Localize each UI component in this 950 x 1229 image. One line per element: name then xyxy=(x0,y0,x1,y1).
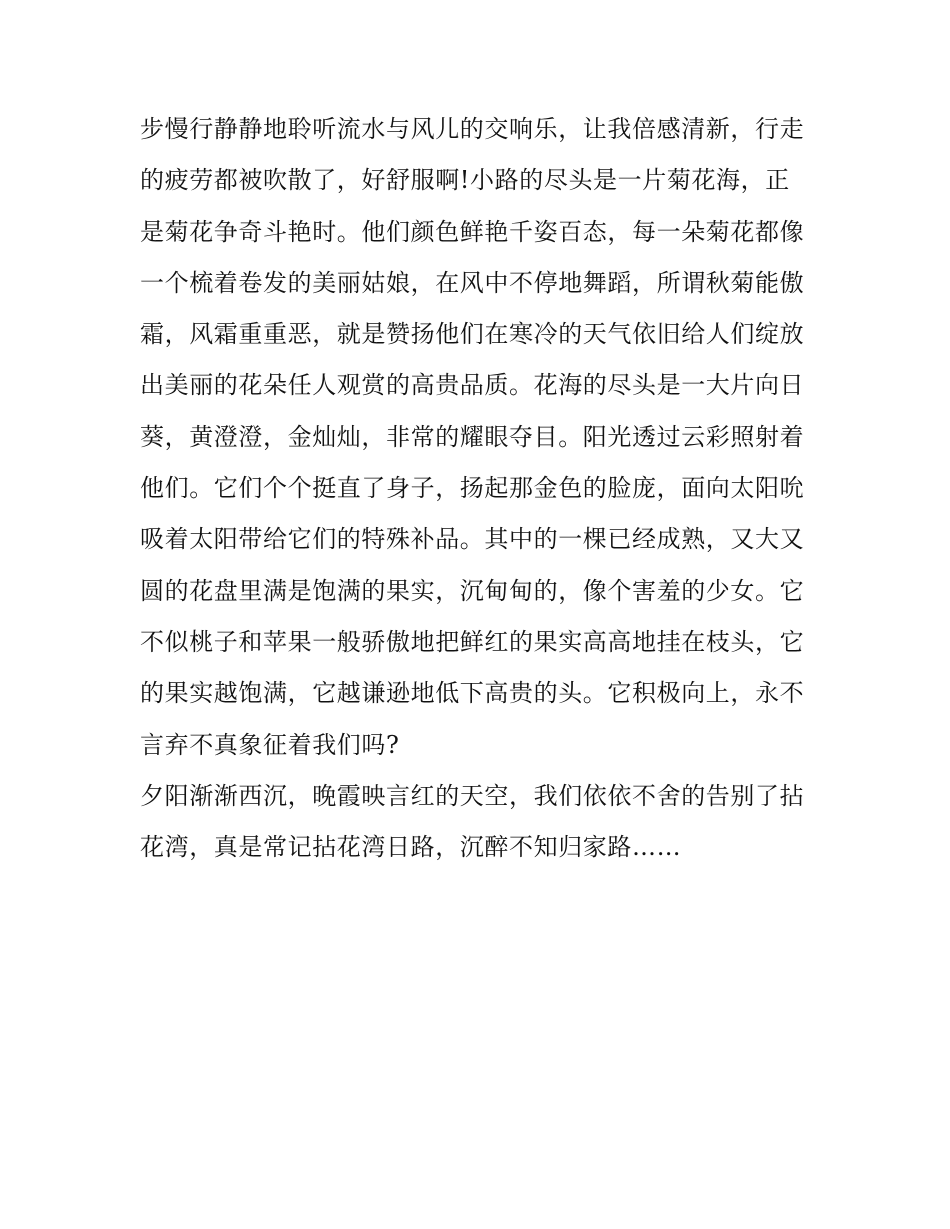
text-line: 花湾，真是常记拈花湾日路，沉醉不知归家路…… xyxy=(140,833,682,862)
text-line: 夕阳渐渐西沉，晚霞映言红的天空，我们依依不舍的告别了拈 xyxy=(140,781,805,810)
text-line: 一个梳着卷发的美丽姑娘，在风中不停地舞蹈，所谓秋菊能傲 xyxy=(140,268,805,297)
text-line: 步慢行静静地聆听流水与风儿的交响乐，让我倍感清新，行走 xyxy=(140,115,805,143)
text-line: 言弃不真象征着我们吗? xyxy=(140,730,400,759)
text-line: 他们。它们个个挺直了身子，扬起那金色的脸庞，面向太阳吮 xyxy=(140,474,805,503)
text-line: 不似桃子和苹果一般骄傲地把鲜红的果实高高地挂在枝头，它 xyxy=(140,627,805,656)
text-line: 吸着太阳带给它们的特殊补品。其中的一棵已经成熟，又大又 xyxy=(140,525,805,554)
text-line: 的果实越饱满，它越谦逊地低下高贵的头。它积极向上，永不 xyxy=(140,679,805,708)
text-line: 的疲劳都被吹散了，好舒服啊!小路的尽头是一片菊花海，正 xyxy=(140,166,790,195)
text-line: 霜，风霜重重恶，就是赞扬他们在寒冷的天气依旧给人们绽放 xyxy=(140,320,805,349)
essay-text xyxy=(140,104,830,873)
text-line: 葵，黄澄澄，金灿灿，非常的耀眼夺目。阳光透过云彩照射着 xyxy=(140,422,805,451)
text-line: 圆的花盘里满是饱满的果实，沉甸甸的，像个害羞的少女。它 xyxy=(140,576,805,605)
text-line: 出美丽的花朵任人观赏的高贵品质。花海的尽头是一大片向日 xyxy=(140,371,805,400)
text-line: 是菊花争奇斗艳时。他们颜色鲜艳千姿百态，每一朵菊花都像 xyxy=(140,217,805,246)
